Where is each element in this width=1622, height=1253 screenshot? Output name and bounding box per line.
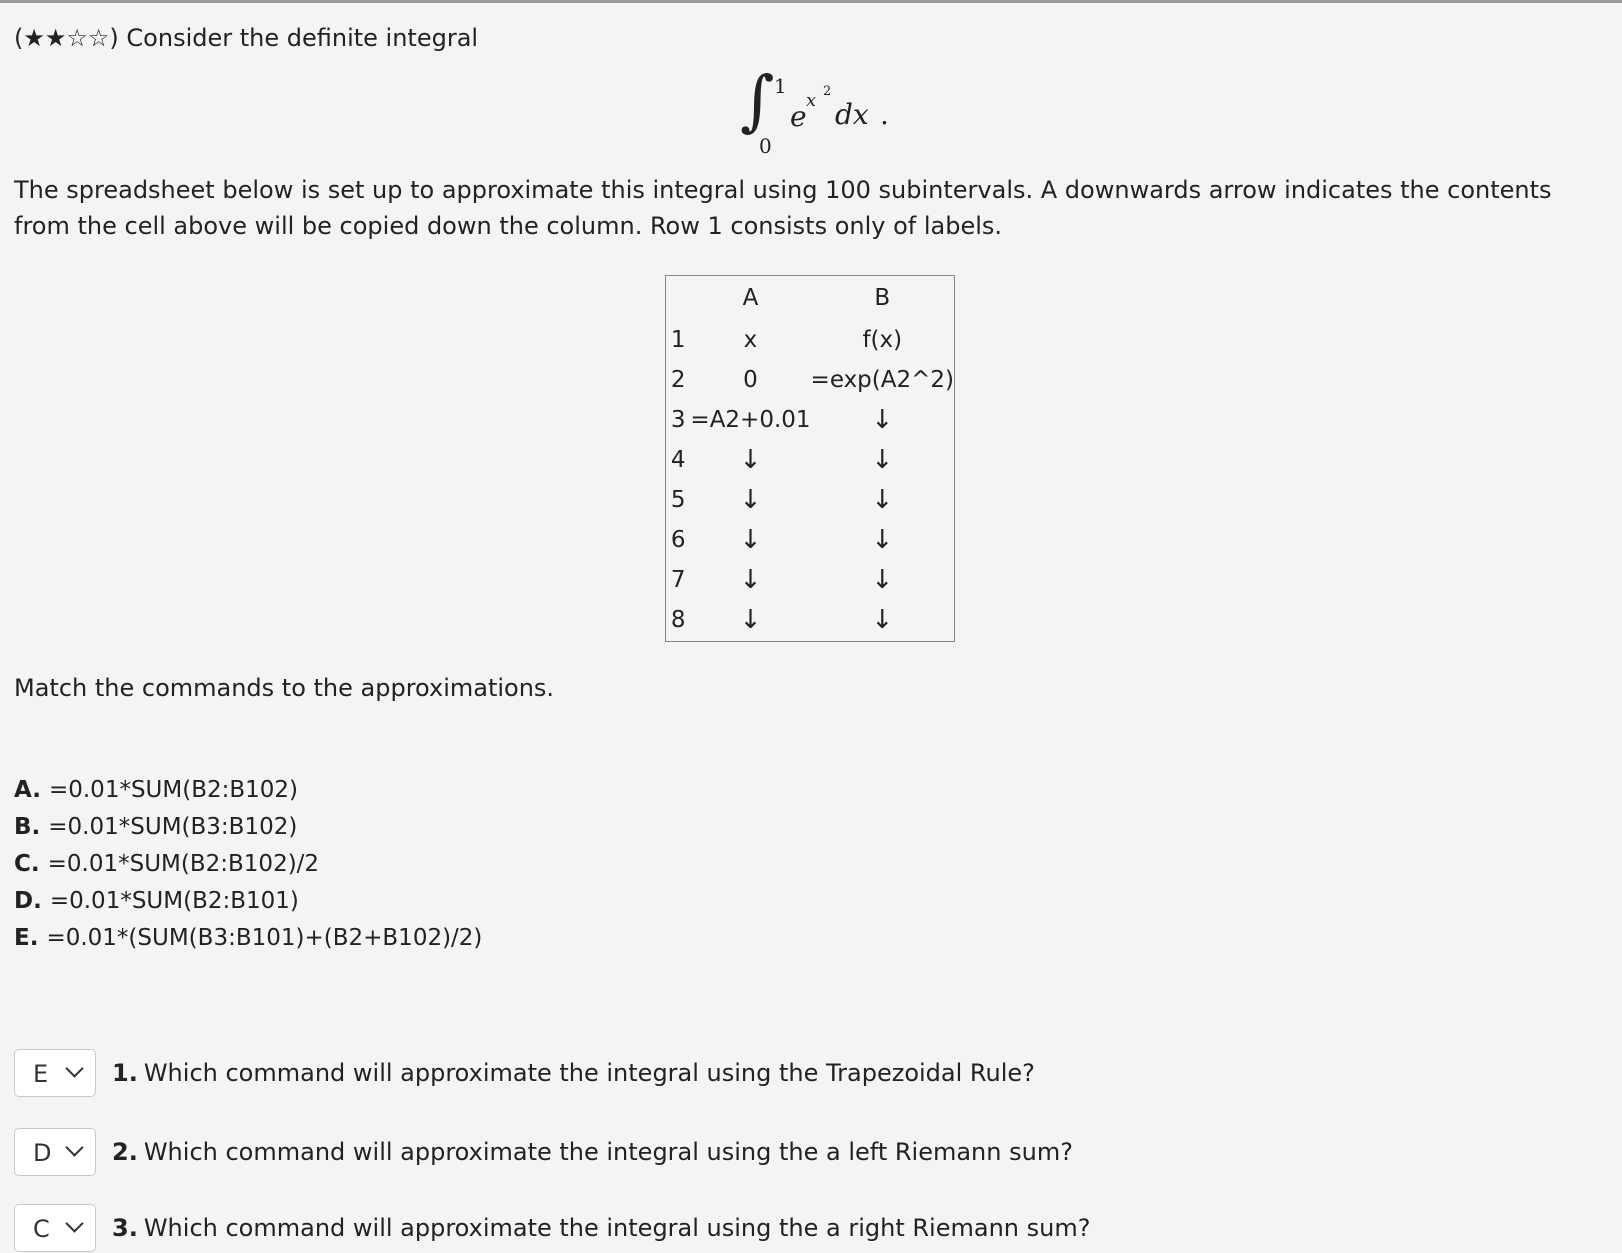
question-number: 2. [112,1138,138,1166]
row-number: 2 [670,367,686,393]
corner-cell [666,276,690,320]
selected-value: C [33,1215,50,1243]
option-text: =0.01*(SUM(B3:B101)+(B2+B102)/2) [46,925,483,951]
row-number: 6 [670,527,686,553]
option-label: D. [14,888,42,914]
match-prompt: Match the commands to the approximations. [14,674,555,702]
table-row [666,440,954,480]
option-c [14,846,482,883]
cell-b1: f(x) [862,327,903,353]
spreadsheet-table [666,276,954,640]
question-body: Which command will approximate the integral using the Trapezoidal Rule? [143,1059,1035,1087]
cell-b3-arrow: ↓ [871,405,894,435]
integral-formula [740,62,900,158]
cell-b5-arrow: ↓ [871,485,894,515]
question-intro: (★★☆☆) Consider the definite integral [14,24,479,52]
cell-a8-arrow: ↓ [739,605,762,635]
top-border [0,0,1622,3]
row-number: 8 [670,607,686,633]
table-row [666,400,954,440]
formula-period: . [880,98,889,131]
option-b [14,809,482,846]
question-2 [14,1128,1073,1176]
cell-a3: =A2+0.01 [690,407,811,433]
integral-lower-limit: 0 [759,134,772,158]
question-text [112,1204,1090,1252]
cell-b6-arrow: ↓ [871,525,894,555]
cell-a7-arrow: ↓ [739,565,762,595]
cell-b2: =exp(A2^2) [810,367,954,393]
column-header-a: A [742,285,759,311]
integral-upper-limit: 1 [774,74,787,98]
command-options [14,772,482,957]
table-row [666,360,954,400]
selected-value: D [33,1139,52,1167]
table-row [666,520,954,560]
question-number: 1. [112,1059,138,1087]
header-row [666,276,954,320]
question-text [112,1128,1073,1176]
cell-b7-arrow: ↓ [871,565,894,595]
question-1 [14,1049,1035,1097]
integrand-exponent: x [806,90,817,111]
integral-sign: ∫ [740,62,775,139]
answer-select-2[interactable] [14,1128,96,1176]
question-body: Which command will approximate the integral using the a right Riemann sum? [143,1214,1091,1242]
row-number: 5 [670,487,686,513]
cell-b4-arrow: ↓ [871,445,894,475]
option-e [14,920,482,957]
cell-b8-arrow: ↓ [871,605,894,635]
chevron-down-icon [65,1059,83,1077]
cell-a5-arrow: ↓ [739,485,762,515]
option-text: =0.01*SUM(B2:B102) [48,777,299,803]
differential: dx [835,98,869,131]
cell-a1: x [743,327,758,353]
option-a [14,772,482,809]
integrand-base: e [790,100,807,133]
option-label: A. [14,777,41,803]
selected-value: E [33,1060,49,1088]
answer-select-3[interactable] [14,1204,96,1252]
option-label: E. [14,925,39,951]
description: The spreadsheet below is set up to approximate this integral using 100 subintervals. A downwards arrow indicates the contents from the cell above will be copied down the column. Row 1 consists only of labels. [14,176,1552,240]
option-d [14,883,482,920]
spreadsheet [665,275,955,642]
table-row [666,600,954,640]
question-number: 3. [112,1214,138,1242]
question-3 [14,1204,1091,1252]
option-text: =0.01*SUM(B2:B101) [49,888,299,914]
table-row [666,320,954,360]
answer-select-1[interactable] [14,1049,96,1097]
table-row [666,560,954,600]
cell-a4-arrow: ↓ [739,445,762,475]
row-number: 7 [670,567,686,593]
integrand-exponent-power: 2 [823,84,832,99]
row-number: 4 [670,447,686,473]
option-label: C. [14,851,40,877]
chevron-down-icon [65,1138,83,1156]
question-body: Which command will approximate the integral using the a left Riemann sum? [143,1138,1073,1166]
table-row [666,480,954,520]
chevron-down-icon [65,1214,83,1232]
option-text: =0.01*SUM(B3:B102) [48,814,298,840]
cell-a6-arrow: ↓ [739,525,762,555]
option-text: =0.01*SUM(B2:B102)/2 [47,851,320,877]
row-number: 3 [670,407,686,433]
row-number: 1 [670,327,686,353]
column-header-b: B [874,285,891,311]
option-label: B. [14,814,41,840]
question-text [112,1049,1035,1097]
cell-a2: 0 [743,367,758,393]
